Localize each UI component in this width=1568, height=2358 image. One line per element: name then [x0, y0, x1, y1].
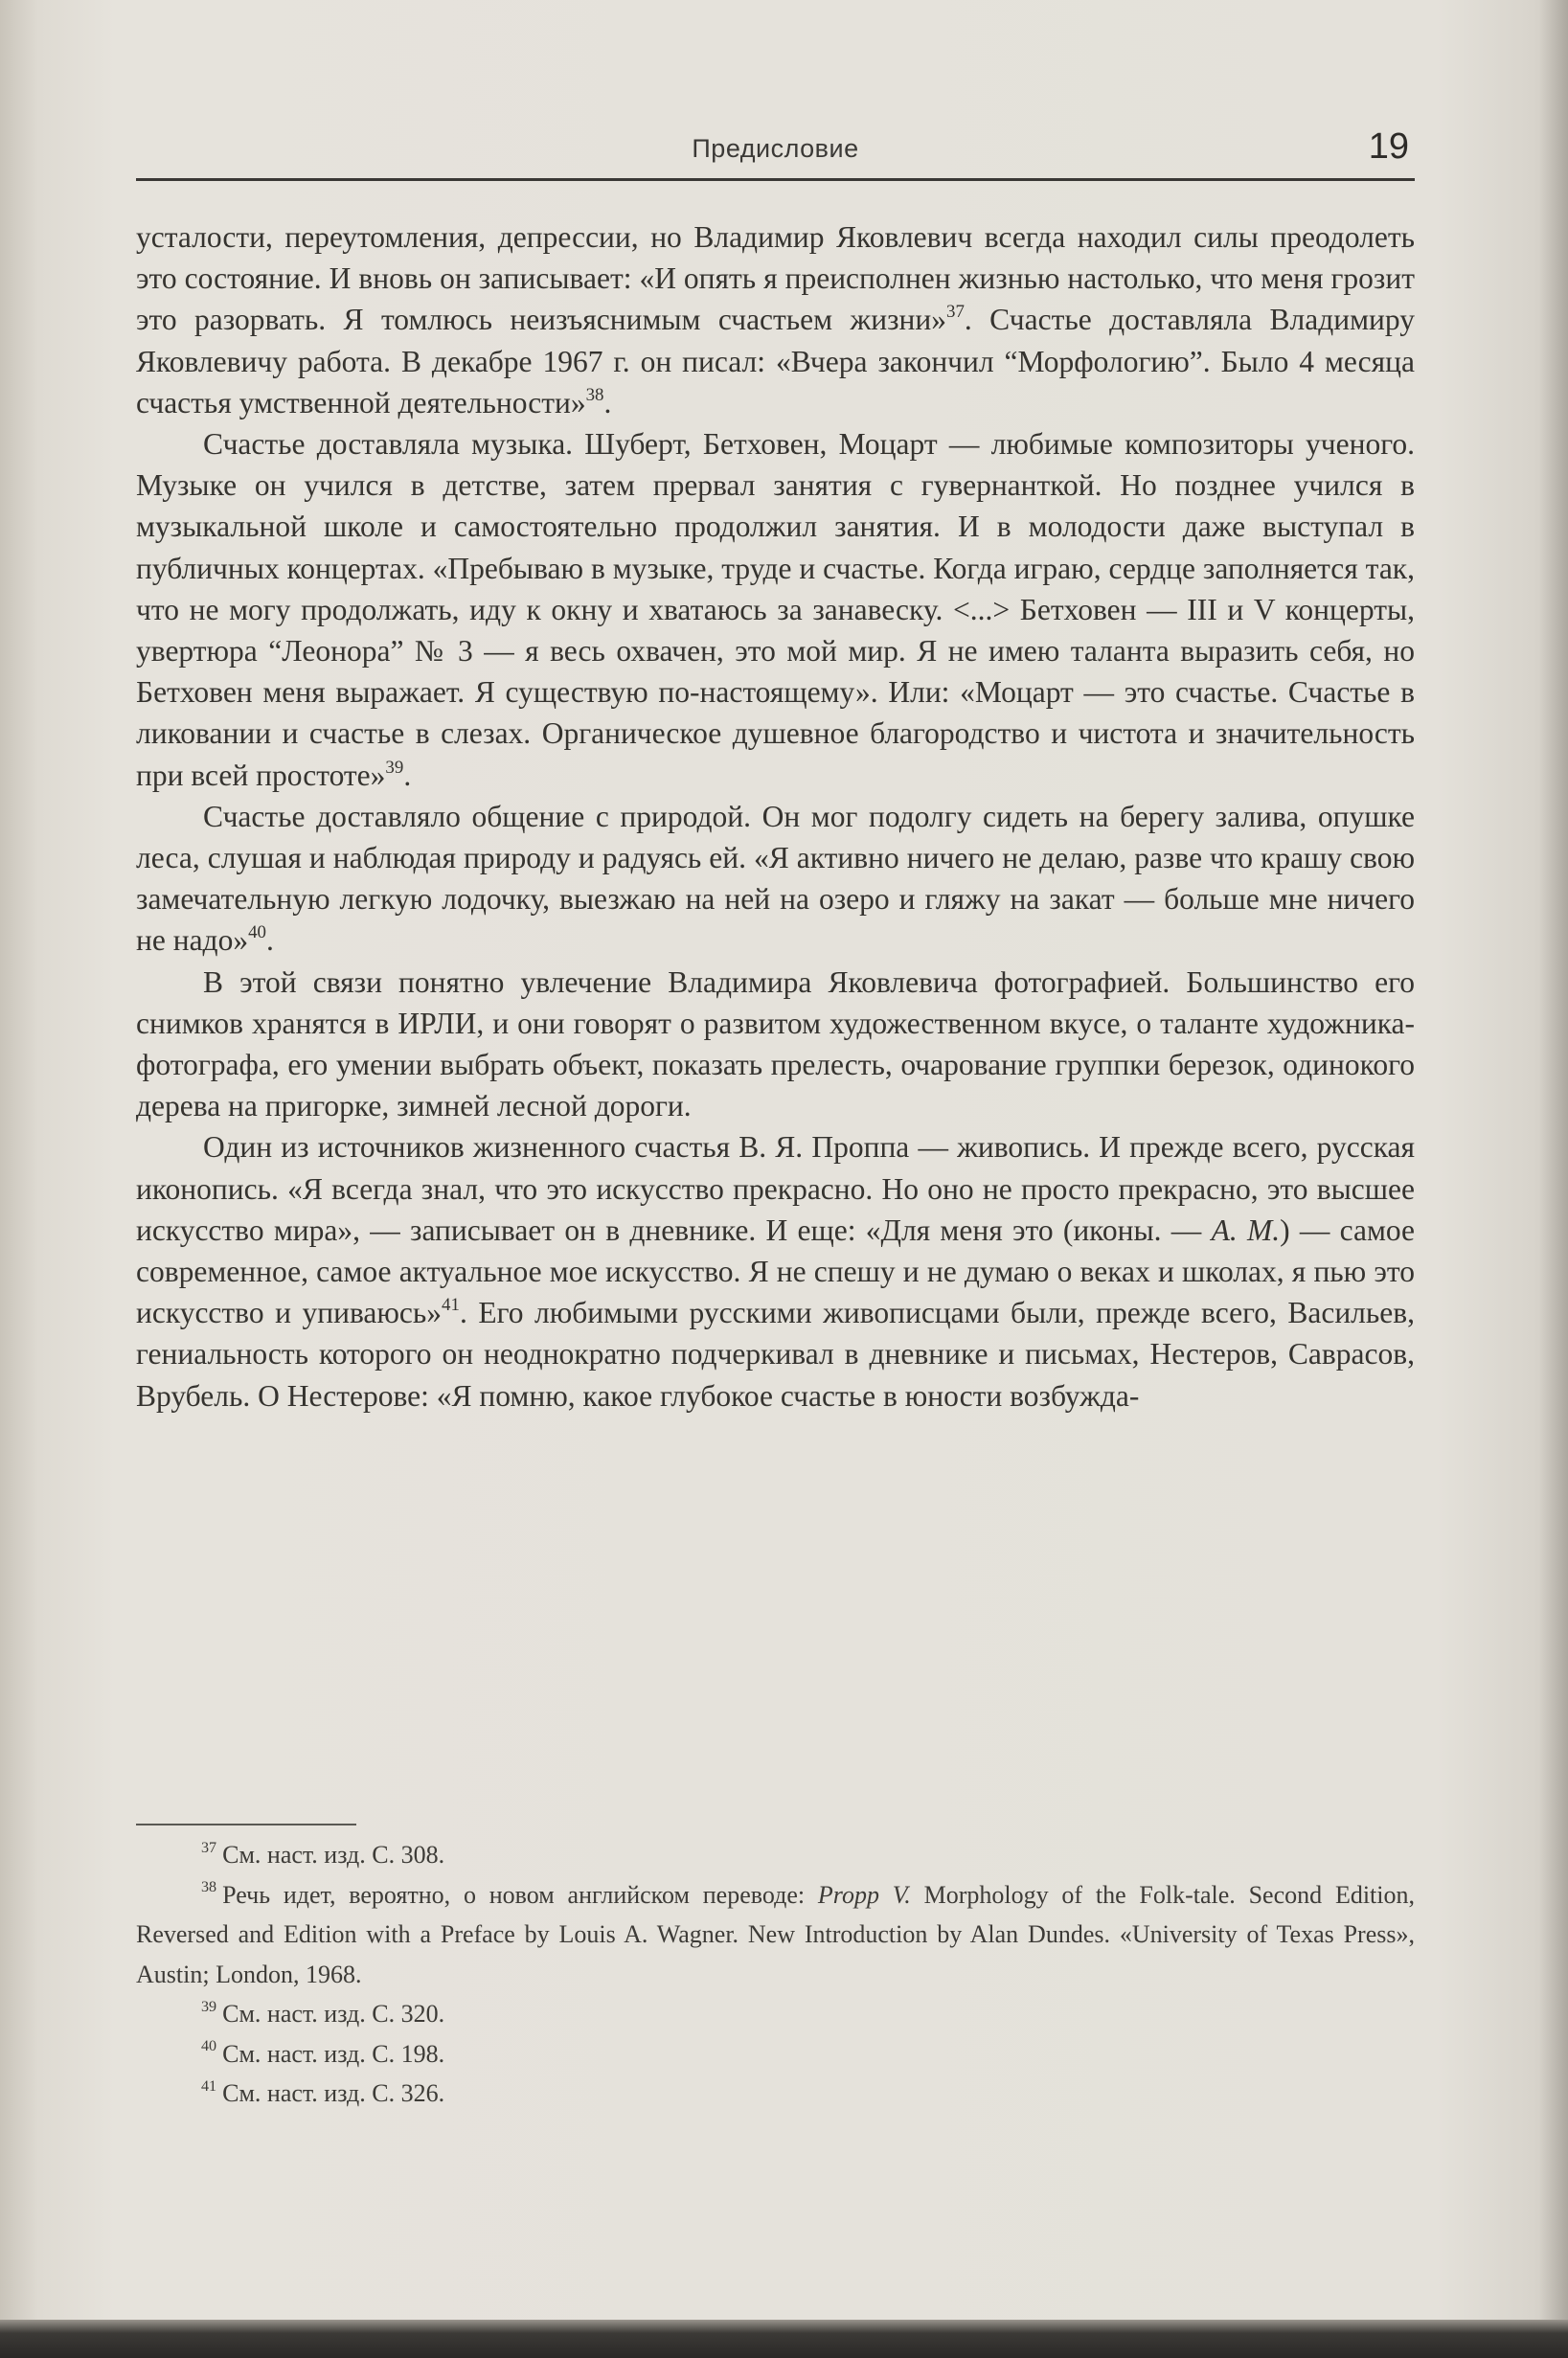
footnote: [136, 2074, 1415, 2114]
italic-text: А. М.: [1211, 1213, 1281, 1247]
footnote-reference: 37: [946, 302, 965, 323]
footnote: [136, 1994, 1415, 2034]
paragraph: [136, 1126, 1415, 1416]
footnote-divider: [136, 1824, 356, 1825]
scan-bottom-edge: [0, 2320, 1568, 2358]
text-run: Один из источников жизненного счастья В. Я. Проппа — живопись. И прежде всего, русская иконопись. «Я всегда знал, что это искусство прекрасно. Но оно не просто прекрасно, это высшее искусство мира», — записывает он в дневнике. И еще: «Для меня это (иконы. —: [136, 1130, 1415, 1247]
running-header-title: Предисловие: [692, 134, 859, 163]
text-run: См. наст. изд. С. 326.: [222, 2079, 445, 2107]
footnote-number: 39: [201, 1998, 217, 2015]
footnotes: [136, 1835, 1415, 2114]
footnote-number: 37: [201, 1839, 217, 1856]
running-header: [136, 125, 1415, 181]
footnote-reference: 39: [385, 757, 404, 778]
footnote-number: 40: [201, 2038, 217, 2055]
text-run: усталости, переутомления, депрессии, но Владимир Яковлевич всегда находил силы преодолеть это состояние. И вновь он записывает: «И опять я преисполнен жизнью настолько, что меня грозит это разорвать. Я томлюсь неизъяснимым счастьем жизни»: [136, 220, 1415, 337]
footnote: [136, 1835, 1415, 1875]
footnote: [136, 2034, 1415, 2075]
paragraph: [136, 423, 1415, 796]
page-number: 19: [1368, 126, 1409, 167]
text-run: См. наст. изд. С. 198.: [222, 2039, 445, 2068]
footnote-reference: 41: [442, 1295, 460, 1316]
main-text: [136, 216, 1415, 1417]
footnote-reference: 40: [248, 922, 266, 943]
italic-text: Propp V.: [817, 1880, 911, 1909]
text-run: Счастье доставляла музыка. Шуберт, Бетховен, Моцарт — любимые композиторы ученого. Музыке он учился в детстве, затем прервал занятия с гувернанткой. Но позднее учился в музыкальной школе и самостоятельно продолжил занятия. И в молодости даже выступал в публичных концертах. «Пребываю в музыке, труде и счастье. Когда играю, сердце заполняется так, что не могу продолжать, иду к окну и хватаюсь за занавеску. <...> Бетховен — III и V концерты, увертюра “Леонора” № 3 — я весь охвачен, это мой мир. Я не имею таланта выразить себя, но Бетховен меня выражает. Я существую по-настоящему». Или: «Моцарт — это счастье. Счастье в ликовании и счастье в слезах. Органическое душевное благородство и чистота и значительность при всей простоте»: [136, 427, 1415, 792]
text-run: ) — самое современное, самое актуальное мое искусство. Я не спешу и не думаю о веках и школах, я пью это искусство и упиваюсь»: [136, 1213, 1415, 1330]
text-run: .: [603, 385, 612, 419]
text-run: . Счастье доставляла Владимиру Яковлевичу работа. В декабре 1967 г. он писал: «Вчера закончил “Морфологию”. Было 4 месяца счастья умственной деятельности»: [136, 303, 1415, 419]
text-run: .: [265, 923, 274, 958]
text-run: В этой связи понятно увлечение Владимира Яковлевича фотографией. Большинство его снимков хранятся в ИРЛИ, и они говорят о развитом художественном вкусе, о таланте художника-фотографа, его умении выбрать объект, показать прелесть, очарование группки березок, одинокого дерева на пригорке, зимней лесной дороги.: [136, 964, 1415, 1123]
paragraph: [136, 962, 1415, 1127]
text-run: .: [403, 758, 412, 792]
text-run: Счастье доставляло общение с природой. Он мог подолгу сидеть на берегу залива, опушке леса, слушая и наблюдая природу и радуясь ей. «Я активно ничего не делаю, разве что крашу свою замечательную легкую лодочку, выезжаю на ней на озеро и гляжу на закат — больше мне ничего не надо»: [136, 799, 1415, 958]
footnote-reference: 38: [585, 384, 604, 405]
footnote-number: 41: [201, 2077, 217, 2095]
text-run: Речь идет, вероятно, о новом английском переводе:: [222, 1880, 818, 1909]
footnote: [136, 1875, 1415, 1995]
text-run: . Его любимыми русскими живописцами были, прежде всего, Васильев, гениальность которого он неоднократно подчеркивал в дневнике и письмах, Нестеров, Саврасов, Врубель. О Нестерове: «Я помню, какое глубокое счастье в юности возбужда-: [136, 1296, 1416, 1413]
paragraph: [136, 216, 1415, 423]
text-run: Morphology of the Folk-tale. Second Edition, Reversed and Edition with a Preface by Louis A. Wagner. New Introduction by Alan Dundes. «University of Texas Press», Austin; London, 1968.: [136, 1880, 1415, 1988]
text-run: См. наст. изд. С. 308.: [222, 1841, 445, 1869]
paragraph: [136, 796, 1415, 962]
text-run: См. наст. изд. С. 320.: [222, 2000, 445, 2028]
page-edge-shadow: [1539, 0, 1568, 2358]
footnote-number: 38: [201, 1879, 217, 1896]
